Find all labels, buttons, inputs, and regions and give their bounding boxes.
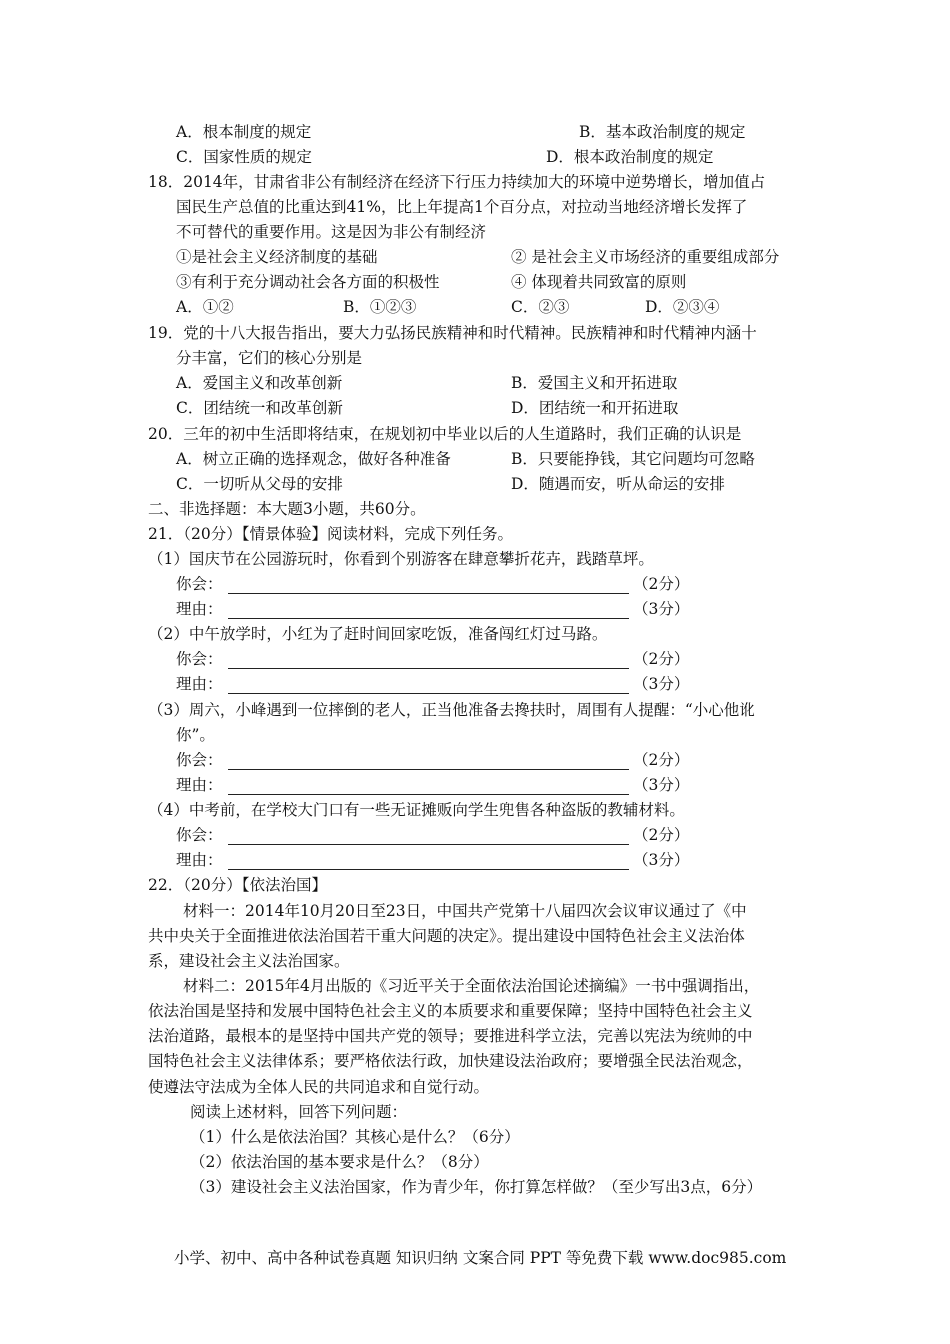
- q20-stem: 20．三年的初中生活即将结束，在规划初中毕业以后的人生道路时，我们正确的认识是: [148, 425, 742, 443]
- points-label: （3分）: [633, 776, 690, 794]
- q19-option-b: B．爱国主义和开拓进取: [511, 374, 678, 392]
- you-label: 你会：: [176, 650, 223, 668]
- answer-blank[interactable]: [228, 693, 629, 694]
- reason-label: 理由：: [176, 600, 223, 618]
- answer-blank[interactable]: [228, 668, 629, 669]
- q20-option-a: A．树立正确的选择观念，做好各种准备: [176, 450, 451, 468]
- you-label: 你会：: [176, 575, 223, 593]
- q22-material-1-line: 系，建设社会主义法治国家。: [148, 952, 350, 970]
- points-label: （3分）: [633, 851, 690, 869]
- answer-blank[interactable]: [228, 869, 629, 870]
- q17-option-d: D．根本政治制度的规定: [546, 148, 714, 166]
- q18-item: ③有利于充分调动社会各方面的积极性: [176, 273, 440, 291]
- q22-header: 22．（20分）【依法治国】: [148, 876, 327, 894]
- q19-option-c: C．团结统一和改革创新: [176, 399, 343, 417]
- answer-blank[interactable]: [228, 593, 629, 594]
- q22-material-1-line: 共中央关于全面推进依法治国若干重大问题的决定》。提出建设中国特色社会主义法治体: [148, 927, 745, 945]
- points-label: （2分）: [633, 826, 690, 844]
- q19-option-a: A．爱国主义和改革创新: [176, 374, 343, 392]
- q21-scenario-4: （4）中考前，在学校大门口有一些无证摊贩向学生兜售各种盗版的教辅材料。: [148, 801, 685, 819]
- q18-option-c: C．②③: [511, 298, 570, 316]
- answer-blank[interactable]: [228, 769, 629, 770]
- q18-item: ①是社会主义经济制度的基础: [176, 248, 378, 266]
- q17-option-c: C．国家性质的规定: [176, 148, 312, 166]
- q22-material-2-line: 法治道路，最根本的是坚持中国共产党的领导；要推进科学立法，完善以宪法为统帅的中: [148, 1027, 753, 1045]
- q22-material-1-line: 材料一：2014年10月20日至23日，中国共产党第十八届四次会议审议通过了《中: [183, 902, 747, 920]
- q22-material-2-line: 依法治国是坚持和发展中国特色社会主义的本质要求和重要保障；坚持中国特色社会主义: [148, 1002, 753, 1020]
- q19-option-d: D．团结统一和开拓进取: [511, 399, 679, 417]
- q22-question-3: （3）建设社会主义法治国家，作为青少年，你打算怎样做？（至少写出3点，6分）: [190, 1178, 763, 1196]
- q18-item: ④ 体现着共同致富的原则: [511, 273, 687, 291]
- points-label: （2分）: [633, 650, 690, 668]
- q20-option-d: D．随遇而安，听从命运的安排: [511, 475, 725, 493]
- q18-stem-line: 不可替代的重要作用。这是因为非公有制经济: [176, 223, 487, 241]
- q22-question-1: （1）什么是依法治国？其核心是什么？（6分）: [190, 1128, 520, 1146]
- q22-material-2-line: 材料二：2015年4月出版的《习近平关于全面依法治国论述摘编》一书中强调指出，: [183, 977, 760, 995]
- answer-blank[interactable]: [228, 794, 629, 795]
- q22-material-2-line: 使遵法守法成为全体人民的共同追求和自觉行动。: [148, 1078, 490, 1096]
- q21-header: 21．（20分）【情景体验】阅读材料，完成下列任务。: [148, 525, 513, 543]
- q18-stem-line: 国民生产总值的比重达到41%，比上年提高1个百分点，对拉动当地经济增长发挥了: [176, 198, 748, 216]
- q18-option-b: B．①②③: [343, 298, 417, 316]
- reason-label: 理由：: [176, 851, 223, 869]
- q21-scenario-1: （1）国庆节在公园游玩时，你看到个别游客在肆意攀折花卉，践踏草坪。: [148, 550, 654, 568]
- answer-blank[interactable]: [228, 844, 629, 845]
- q18-option-a: A．①②: [176, 298, 234, 316]
- q17-option-a: A．根本制度的规定: [176, 123, 312, 141]
- q18-item: ② 是社会主义市场经济的重要组成部分: [511, 248, 780, 266]
- points-label: （3分）: [633, 675, 690, 693]
- reason-label: 理由：: [176, 776, 223, 794]
- q17-option-b: B．基本政治制度的规定: [579, 123, 746, 141]
- points-label: （2分）: [633, 751, 690, 769]
- q21-scenario-2: （2）中午放学时，小红为了赶时间回家吃饭，准备闯红灯过马路。: [148, 625, 608, 643]
- q20-option-c: C．一切听从父母的安排: [176, 475, 343, 493]
- you-label: 你会：: [176, 826, 223, 844]
- q18-stem-line: 18．2014年，甘肃省非公有制经济在经济下行压力持续加大的环境中逆势增长，增加值占: [148, 173, 766, 191]
- q22-material-2-line: 国特色社会主义法律体系；要严格依法行政，加快建设法治政府；要增强全民法治观念，: [148, 1052, 753, 1070]
- points-label: （2分）: [633, 575, 690, 593]
- q20-option-b: B．只要能挣钱，其它问题均可忽略: [511, 450, 755, 468]
- q21-scenario-3-cont: 你”。: [176, 726, 215, 744]
- points-label: （3分）: [633, 600, 690, 618]
- q21-scenario-3: （3）周六，小峰遇到一位摔倒的老人，正当他准备去搀扶时，周围有人提醒：“小心他讹: [148, 701, 755, 719]
- section-heading: 二、非选择题：本大题3小题，共60分。: [148, 500, 426, 518]
- q19-stem-line: 19．党的十八大报告指出，要大力弘扬民族精神和时代精神。民族精神和时代精神内涵十: [148, 324, 757, 342]
- answer-blank[interactable]: [228, 618, 629, 619]
- q18-option-d: D．②③④: [645, 298, 720, 316]
- q22-question-2: （2）依法治国的基本要求是什么？（8分）: [190, 1153, 489, 1171]
- q22-prompt: 阅读上述材料，回答下列问题：: [190, 1103, 408, 1121]
- you-label: 你会：: [176, 751, 223, 769]
- q19-stem-line: 分丰富，它们的核心分别是: [176, 349, 363, 367]
- page-footer: 小学、初中、高中各种试卷真题 知识归纳 文案合同 PPT 等免费下载 www.doc985.com: [174, 1249, 787, 1267]
- reason-label: 理由：: [176, 675, 223, 693]
